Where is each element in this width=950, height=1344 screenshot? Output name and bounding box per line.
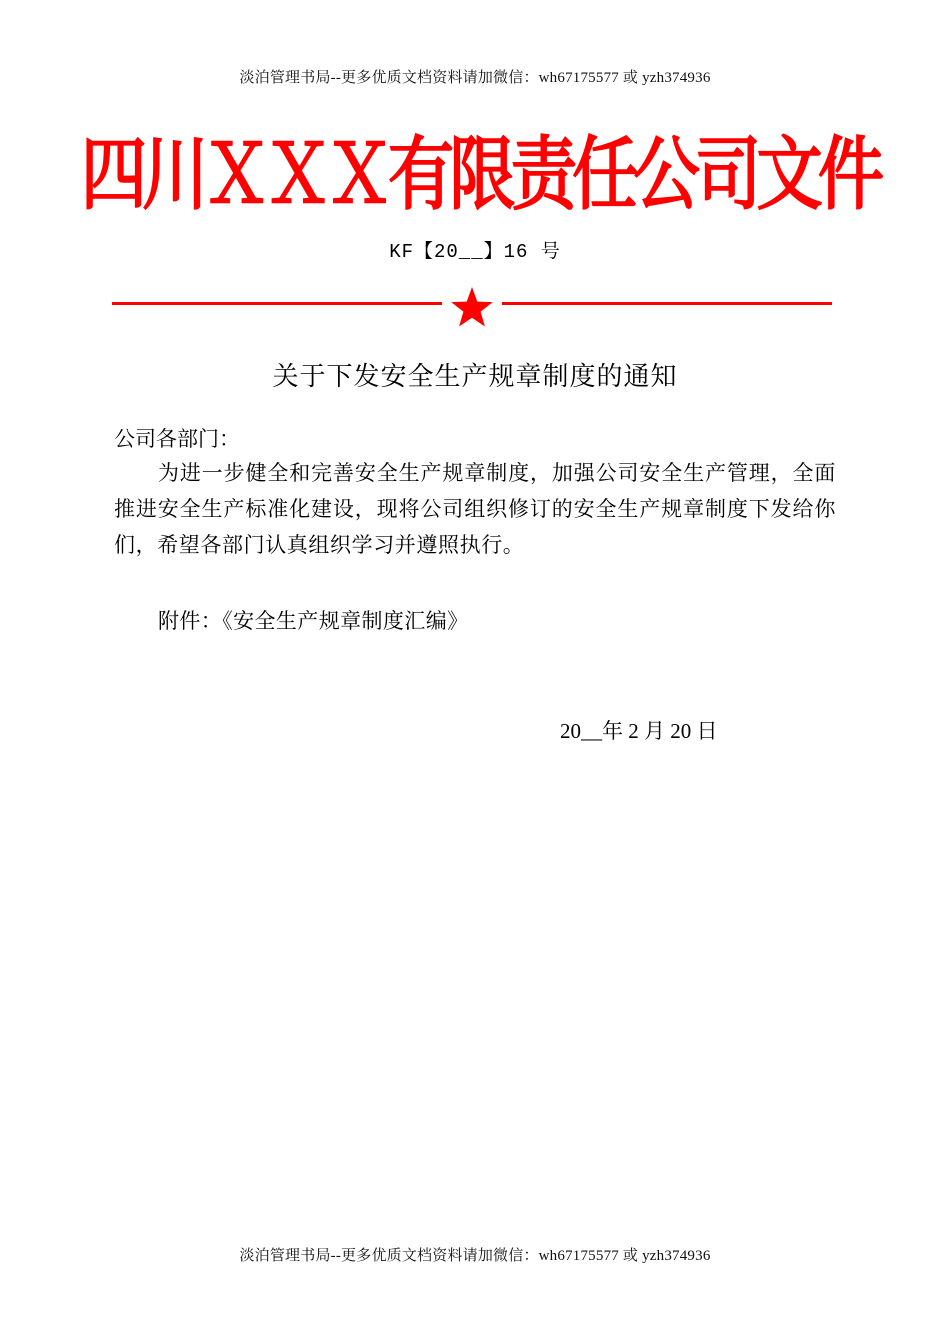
document-title: 四川ＸＸＸ有限责任公司文件 — [80, 128, 880, 221]
attachment-line: 附件：《安全生产规章制度汇编》 — [158, 609, 469, 633]
document-number: KF【20__】16 号 — [389, 241, 561, 263]
red-divider — [112, 286, 832, 328]
salutation: 公司各部门： — [114, 427, 240, 451]
body-paragraph: 为进一步健全和完善安全生产规章制度，加强公司安全生产管理，全面推进安全生产标准化建设，现将公司组织修订的安全生产规章制度下发给你们，希望各部门认真组织学习并遵照执行。 — [114, 461, 836, 557]
notice-title: 关于下发安全生产规章制度的通知 — [272, 362, 678, 392]
header-note: 淡泊管理书局--更多优质文档资料请加微信：wh67175577 或 yzh374936 — [239, 70, 711, 86]
divider-line-right — [502, 302, 832, 305]
divider-line-left — [112, 302, 442, 305]
document-date: 20__年 2 月 20 日 — [560, 719, 718, 743]
star-icon — [450, 286, 494, 328]
footer-note: 淡泊管理书局--更多优质文档资料请加微信：wh67175577 或 yzh374936 — [239, 1248, 711, 1264]
